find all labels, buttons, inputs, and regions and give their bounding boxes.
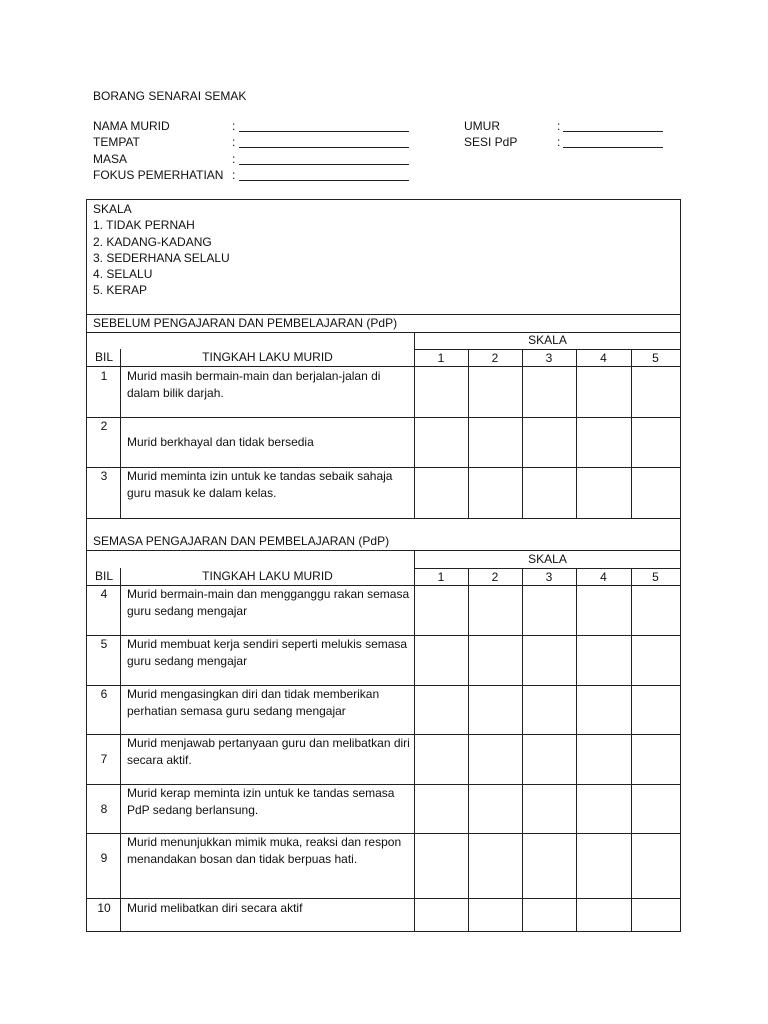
col-line	[631, 568, 632, 931]
divider	[87, 417, 680, 418]
row-behaviour: Murid mengasingkan diri dan tidak memberikan perhatian semasa guru sedang mengajar	[127, 687, 380, 718]
skala-header: SKALA	[528, 333, 567, 347]
scale-item: 5. KERAP	[93, 283, 148, 297]
checklist-table	[86, 199, 681, 932]
bil-header: BIL	[94, 569, 113, 583]
scale-item: 3. SEDERHANA SELALU	[93, 251, 230, 265]
scale-item: 4. SELALU	[93, 267, 153, 281]
colon: :	[557, 119, 561, 133]
row-bil: 3	[100, 469, 108, 483]
row-bil: 8	[100, 802, 108, 816]
col-line	[468, 568, 469, 931]
section-title: SEBELUM PENGAJARAN DAN PEMBELAJARAN (PdP)	[93, 316, 398, 330]
scale-col-header: 2	[491, 570, 499, 584]
col-line	[468, 349, 469, 518]
sesi-label: SESI PdP	[464, 135, 518, 149]
skala-header: SKALA	[528, 552, 567, 566]
divider	[87, 518, 680, 519]
scale-col-header: 3	[545, 570, 553, 584]
scale-item: 1. TIDAK PERNAH	[93, 218, 195, 232]
divider	[87, 898, 680, 899]
scale-col-header: 5	[652, 351, 659, 365]
fokus-field[interactable]	[239, 180, 409, 181]
behaviour-header: TINGKAH LAKU MURID	[202, 569, 333, 583]
row-behaviour: Murid meminta izin untuk ke tandas sebaik sahaja guru masuk ke dalam kelas.	[127, 469, 393, 500]
form-title: BORANG SENARAI SEMAK	[93, 89, 247, 103]
scale-col-header: 2	[491, 351, 499, 365]
masa-label: MASA	[93, 152, 128, 166]
fokus-label: FOKUS PEMERHATIAN	[93, 168, 224, 182]
masa-field[interactable]	[239, 164, 409, 165]
colon: :	[557, 135, 561, 149]
bil-header: BIL	[94, 350, 113, 364]
sesi-field[interactable]	[563, 147, 663, 148]
nama-murid-label: NAMA MURID	[93, 119, 170, 133]
row-bil: 10	[97, 901, 111, 915]
colon: :	[232, 119, 236, 133]
row-bil: 9	[100, 851, 108, 865]
row-bil: 1	[100, 369, 108, 383]
col-line	[522, 568, 523, 931]
section-title: SEMASA PENGAJARAN DAN PEMBELAJARAN (PdP)	[93, 534, 390, 548]
scale-col-header: 1	[437, 351, 445, 365]
colon: :	[232, 168, 236, 182]
scale-heading: SKALA	[93, 202, 132, 216]
row-bil: 6	[100, 687, 108, 701]
col-line	[631, 349, 632, 518]
scale-col-header: 5	[652, 570, 659, 584]
umur-label: UMUR	[464, 119, 500, 133]
col-line	[522, 349, 523, 518]
row-behaviour: Murid membuat kerja sendiri seperti melukis semasa guru sedang mengajar	[127, 637, 408, 668]
umur-field[interactable]	[563, 131, 663, 132]
row-behaviour: Murid melibatkan diri secara aktif	[127, 901, 303, 915]
row-behaviour: Murid menjawab pertanyaan guru dan melibatkan diri secara aktif.	[127, 736, 410, 767]
col-line	[414, 332, 415, 518]
row-bil: 5	[100, 637, 108, 651]
scale-col-header: 3	[545, 351, 553, 365]
tempat-field[interactable]	[239, 147, 409, 148]
col-line	[576, 349, 577, 518]
scale-col-header: 4	[600, 351, 607, 365]
row-behaviour: Murid menunjukkan mimik muka, reaksi dan respon menandakan bosan dan tidak berpuas hati.	[127, 835, 402, 866]
divider	[87, 366, 680, 367]
colon: :	[232, 152, 236, 166]
colon: :	[232, 135, 236, 149]
scale-item: 2. KADANG-KADANG	[93, 235, 212, 249]
behaviour-header: TINGKAH LAKU MURID	[202, 350, 333, 364]
row-behaviour: Murid berkhayal dan tidak bersedia	[127, 435, 314, 449]
row-bil: 7	[100, 752, 108, 766]
row-behaviour: Murid bermain-main dan mengganggu rakan semasa guru sedang mengajar	[127, 587, 410, 618]
nama-murid-field[interactable]	[239, 131, 409, 132]
scale-col-header: 4	[600, 570, 607, 584]
row-behaviour: Murid masih bermain-main dan berjalan-jalan di dalam bilik darjah.	[127, 369, 381, 400]
col-line	[414, 550, 415, 931]
row-bil: 4	[100, 587, 108, 601]
row-behaviour: Murid kerap meminta izin untuk ke tandas semasa PdP sedang berlansung.	[127, 786, 395, 817]
row-bil: 2	[100, 419, 108, 433]
col-line	[576, 568, 577, 931]
tempat-label: TEMPAT	[93, 135, 140, 149]
scale-col-header: 1	[437, 570, 445, 584]
col-line	[120, 349, 121, 518]
col-line	[120, 568, 121, 931]
